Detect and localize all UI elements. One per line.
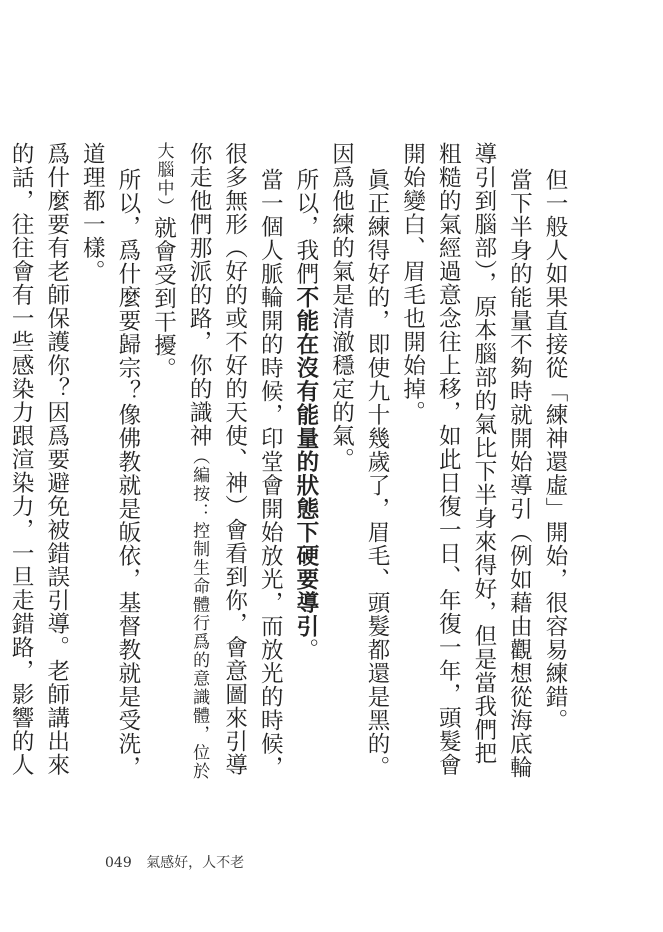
page-number: 049: [105, 855, 132, 871]
paragraph-text: 所以，爲什麼要歸宗？像佛教就是皈依，基督教就是受洗，道理都一樣。: [79, 142, 141, 779]
paragraph-4: [287, 142, 323, 782]
paragraph-text: 當下半身的能量不夠時就開始導引（例如藉由觀想從海底輪導引到腦部），原本腦部的氣比下半身來得好，但是當我們把粗糙的氣經過意念往上移，如此日復一日、年復一年，頭髮會開始變白、眉毛也開始掉。: [399, 142, 533, 779]
paragraph-text: 但一般人如果直接從「練神還虛」開始，很容易練錯。: [542, 167, 568, 732]
page-footer: [105, 852, 254, 872]
body-text: [8, 142, 572, 782]
paragraph-text: 眞正練得好的，即使九十幾歲了，眉毛、頭髮都還是黑的。因爲他練的氣是清澈穩定的氣。: [328, 142, 391, 779]
paragraph-7: [0, 142, 74, 782]
paragraph-text: 爲什麼要有老師保護你？因爲要避免被錯誤引導。老師講出來的話，往往會有一些感染力跟渲染力，一旦走錯路，影響的人: [8, 142, 70, 777]
bold-emphasis: 不能在沒有能量的狀態下硬要導引: [292, 285, 319, 638]
paragraph-text: 當一個人脈輪開的時候，印堂會開始放光，而放光的時候，很多無形（好的或不好的天使、神）會看到你，會意圖來引導你走他們那派的路，你的識神: [186, 142, 284, 779]
paragraph-3: [323, 142, 394, 782]
editor-note: （編按：控制生命體行爲的意識體，位於大腦中）: [153, 142, 210, 781]
paragraph-text: 。: [292, 637, 319, 662]
paragraph-2: [394, 142, 536, 782]
paragraph-text: 就會受到干擾。: [150, 216, 177, 381]
paragraph-6: [74, 142, 145, 782]
paragraph-5: [145, 142, 287, 782]
book-title: 氣感好，人不老: [146, 855, 245, 871]
paragraph-1: [536, 142, 572, 782]
paragraph-text: 所以，我們: [292, 167, 319, 286]
